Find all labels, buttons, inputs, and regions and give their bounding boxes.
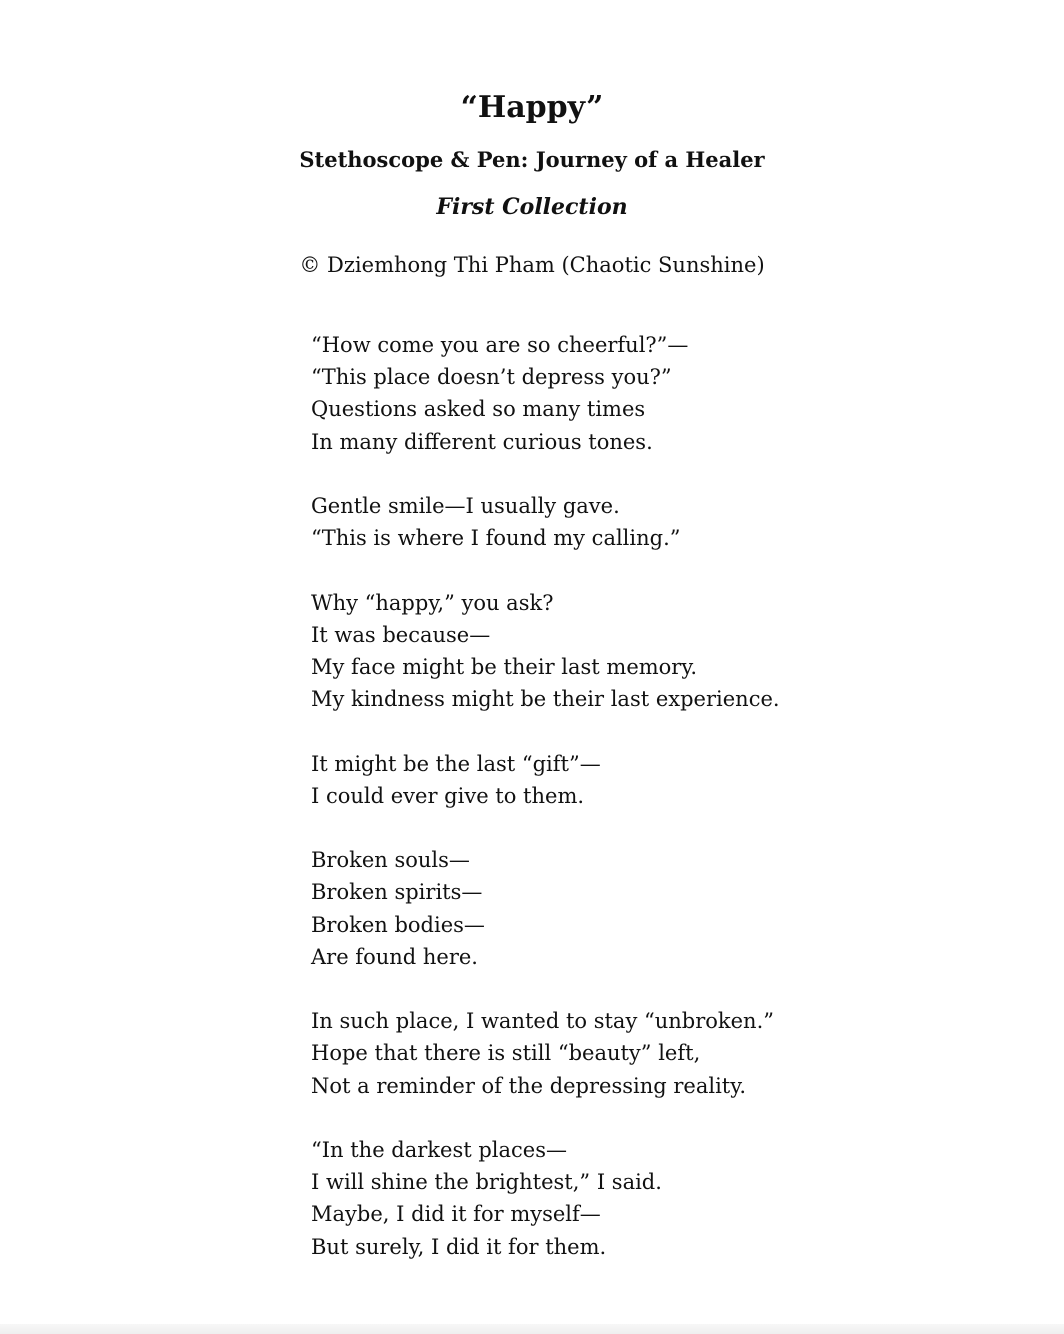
copyright-line: © Dziemhong Thi Pham (Chaotic Sunshine) bbox=[299, 253, 765, 277]
stanza-6 bbox=[311, 1005, 1051, 1102]
poem-line: I could ever give to them. bbox=[311, 783, 585, 808]
poem-line: Why “happy,” you ask? bbox=[311, 590, 554, 615]
stanza-5 bbox=[311, 844, 1051, 973]
collection-label: First Collection bbox=[436, 194, 628, 220]
poem-line: My kindness might be their last experience. bbox=[311, 687, 780, 712]
poem-line: Hope that there is still “beauty” left, bbox=[311, 1041, 701, 1066]
poem-line: In such place, I wanted to stay “unbroken.” bbox=[311, 1009, 774, 1034]
poem-line: Broken souls— bbox=[311, 848, 470, 873]
page-bottom-edge bbox=[0, 1324, 1064, 1334]
stanza-7 bbox=[311, 1134, 1051, 1263]
poem-line: “How come you are so cheerful?”— bbox=[311, 333, 689, 357]
book-subtitle: Stethoscope & Pen: Journey of a Healer bbox=[299, 147, 765, 172]
poem-line: “This place doesn’t depress you?” bbox=[311, 365, 672, 390]
poem-line: But surely, I did it for them. bbox=[311, 1234, 607, 1259]
poem-line: “In the darkest places— bbox=[311, 1137, 567, 1162]
stanza-3 bbox=[311, 587, 1051, 716]
poem-line: “This is where I found my calling.” bbox=[311, 526, 681, 551]
poem-line: Broken bodies— bbox=[311, 912, 485, 937]
poem-line: It was because— bbox=[311, 622, 491, 647]
poem-line: Are found here. bbox=[311, 944, 478, 969]
poem-line: My face might be their last memory. bbox=[311, 655, 698, 679]
poem-line: Maybe, I did it for myself— bbox=[311, 1202, 601, 1227]
stanza-2 bbox=[311, 490, 1051, 554]
poem-line: Broken spirits— bbox=[311, 880, 483, 905]
poem-body bbox=[311, 329, 1051, 1295]
stanza-1 bbox=[311, 329, 1051, 458]
poem-line: Questions asked so many times bbox=[311, 397, 646, 422]
stanza-4 bbox=[311, 748, 1051, 812]
poem-line: It might be the last “gift”— bbox=[311, 751, 601, 776]
poem-line: Gentle smile—I usually gave. bbox=[311, 494, 620, 518]
poem-title: “Happy” bbox=[460, 90, 604, 125]
poem-line: Not a reminder of the depressing reality. bbox=[311, 1073, 746, 1098]
poem-line: I will shine the brightest,” I said. bbox=[311, 1170, 662, 1195]
poem-line: In many different curious tones. bbox=[311, 429, 653, 454]
